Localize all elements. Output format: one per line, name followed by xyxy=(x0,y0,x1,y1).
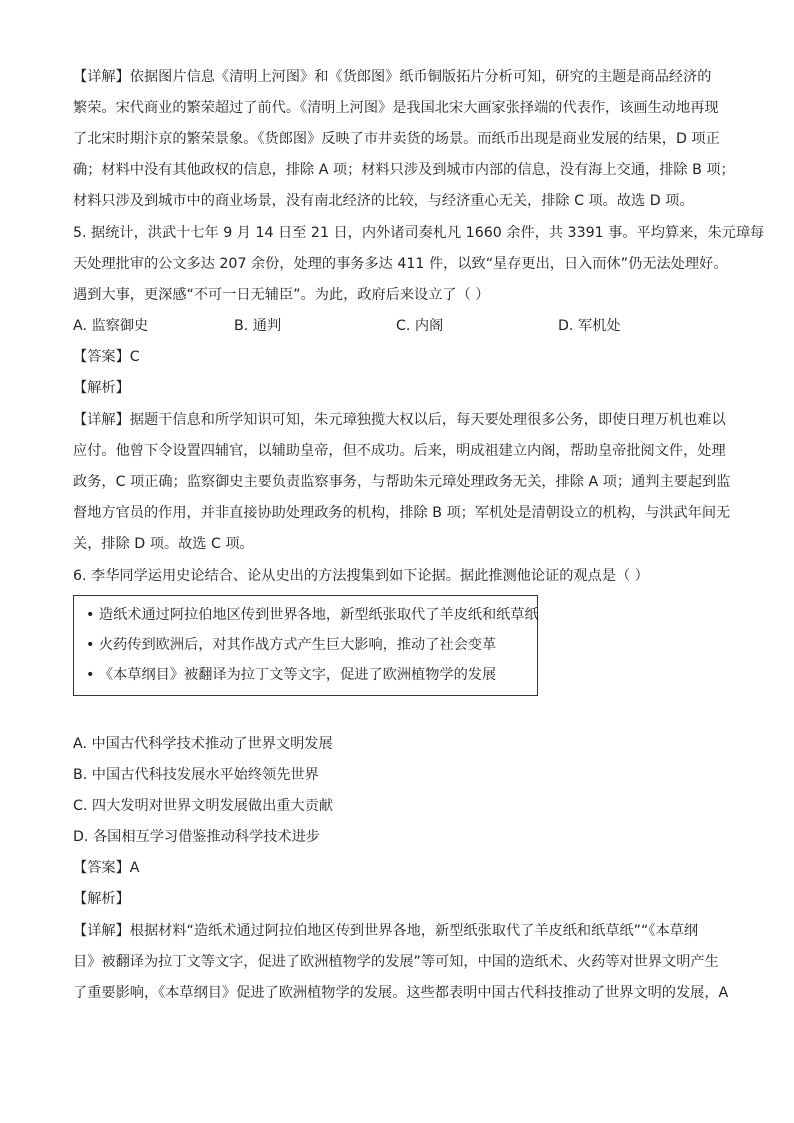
q6-option-b: B. 中国古代科技发展水平始终领先世界 xyxy=(73,767,319,783)
q5-option-a: A. 监察御史 xyxy=(73,318,149,334)
q6-option-a: A. 中国古代科学技术推动了世界文明发展 xyxy=(73,736,333,752)
q5-detail-line: 督地方官员的作用，并非直接协助处理政务的机构，排除 B 项；军机处是清朝设立的机构，与洪武年间无 xyxy=(73,505,731,521)
q5-option-b: B. 通判 xyxy=(234,318,282,334)
q5-detail-line: 【详解】据题干信息和所学知识可知，朱元璋独揽大权以后，每天要处理很多公务，即使日理万机也难以 xyxy=(73,412,726,428)
q4-detail-line: 【详解】依据图片信息《清明上河图》和《货郎图》纸币铜版拓片分析可知，研究的主题是商品经济的 xyxy=(73,69,712,85)
q6-evidence-item: • 《本草纲目》被翻译为拉丁文等文字，促进了欧洲植物学的发展 xyxy=(86,667,497,683)
q6-analysis-label: 【解析】 xyxy=(73,891,130,907)
q6-option-d: D. 各国相互学习借鉴推动科学技术进步 xyxy=(73,829,320,845)
q6-answer: 【答案】A xyxy=(73,860,140,876)
q5-stem-line: 5. 据统计，洪武十七年 9 月 14 日至 21 日，内外诸司奏札凡 1660 余件，共 3391 事。平均算来，朱元璋每 xyxy=(73,225,765,241)
q5-stem-line: 天处理批审的公文多达 207 余份，处理的事务多达 411 件，以致“星存更出，日入而休”仍无法处理好。 xyxy=(73,256,728,272)
q5-option-d: D. 军机处 xyxy=(558,318,621,334)
q4-detail-line: 繁荣。宋代商业的繁荣超过了前代。《清明上河图》是我国北宋大画家张择端的代表作，该画生动地再现 xyxy=(73,100,719,116)
q6-evidence-item: • 火药传到欧洲后，对其作战方式产生巨大影响，推动了社会变革 xyxy=(86,637,497,653)
q5-detail-paragraph xyxy=(73,405,731,560)
q4-detail-paragraph xyxy=(73,62,735,217)
q6-option-c: C. 四大发明对世界文明发展做出重大贡献 xyxy=(73,798,334,814)
q6-evidence-box xyxy=(73,595,538,696)
q5-option-c: C. 内阁 xyxy=(396,318,444,334)
q6-detail-paragraph xyxy=(73,916,729,1009)
q5-analysis-label: 【解析】 xyxy=(73,380,130,396)
q4-detail-line: 材料只涉及到城市中的商业场景，没有南北经济的比较，与经济重心无关，排除 C 项。故选 D 项。 xyxy=(73,193,694,209)
q5-stem xyxy=(73,218,765,311)
q4-detail-line: 了北宋时期汴京的繁荣景象。《货郎图》反映了市井卖货的场景。而纸币出现是商业发展的结果，D 项正 xyxy=(73,131,720,147)
q6-evidence-item: • 造纸术通过阿拉伯地区传到世界各地，新型纸张取代了羊皮纸和纸草纸 xyxy=(86,607,539,623)
q5-options xyxy=(73,311,723,342)
q6-detail-line: 目》被翻译为拉丁文等文字，促进了欧洲植物学的发展”等可知，中国的造纸术、火药等对世界文明产生 xyxy=(73,954,719,970)
q6-detail-line: 了重要影响，《本草纲目》促进了欧洲植物学的发展。这些都表明中国古代科技推动了世界文明的发展，A xyxy=(73,985,729,1001)
q6-stem: 6. 李华同学运用史论结合、论从史出的方法搜集到如下论据。据此推测他论证的观点是（ ） xyxy=(73,568,649,584)
q5-answer: 【答案】C xyxy=(73,349,140,365)
q4-detail-line: 确；材料中没有其他政权的信息，排除 A 项；材料只涉及到城市内部的信息，没有海上交通，排除 B 项； xyxy=(73,162,735,178)
q5-detail-line: 政务，C 项正确；监察御史主要负责监察事务，与帮助朱元璋处理政务无关，排除 A 项；通判主要起到监 xyxy=(73,474,731,490)
q5-stem-line: 遇到大事，更深感“不可一日无辅臣”。为此，政府后来设立了（ ） xyxy=(73,287,490,303)
q5-detail-line: 关，排除 D 项。故选 C 项。 xyxy=(73,536,254,552)
q5-detail-line: 应付。他曾下令设置四辅官，以辅助皇帝，但不成功。后来，明成祖建立内阁，帮助皇帝批阅文件，处理 xyxy=(73,443,726,459)
q6-detail-line: 【详解】根据材料“造纸术通过阿拉伯地区传到世界各地，新型纸张取代了羊皮纸和纸草纸”“《本草纲 xyxy=(73,923,699,939)
